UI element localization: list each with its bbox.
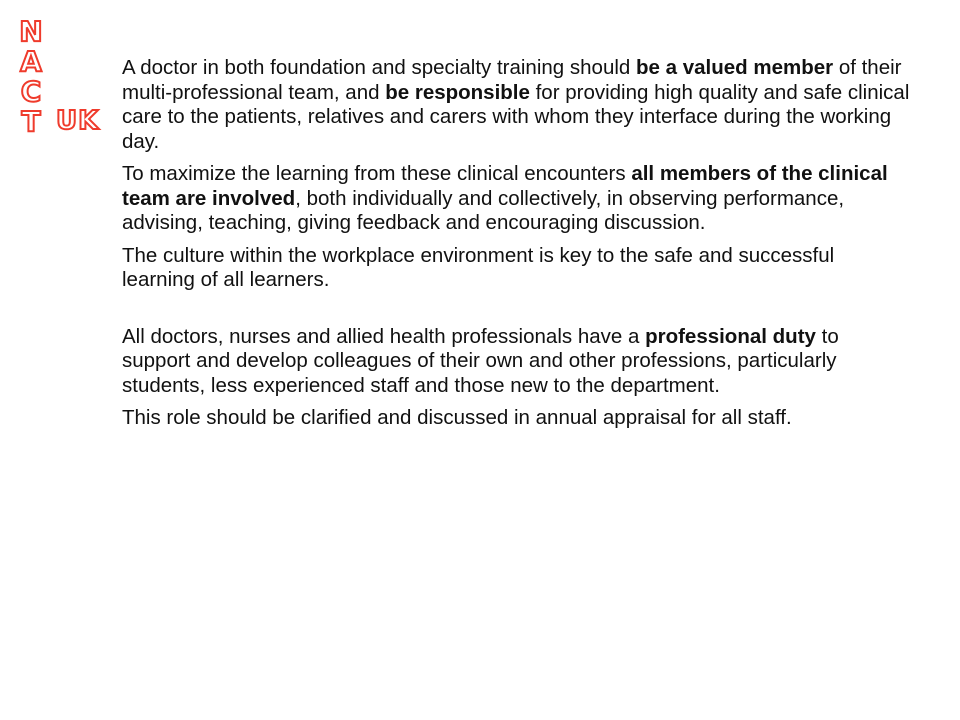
paragraph-text: The culture within the workplace environment is key to the safe and successful learning of all learners. xyxy=(122,243,835,291)
paragraph-valued-member xyxy=(122,56,912,154)
paragraph-text: All doctors, nurses and allied health professionals have a xyxy=(122,324,646,348)
logo-letter-t: T xyxy=(21,105,41,138)
paragraph-professional-duty xyxy=(122,325,912,399)
paragraph-text: To maximize the learning from these clinical encounters xyxy=(122,162,632,185)
paragraph-bold-text: be responsible xyxy=(385,80,530,104)
paragraph-text: for providing high quality and safe clinical care to the patients, relatives and carers with whom they interface during the working day. xyxy=(122,80,910,153)
nact-uk-logo xyxy=(0,0,110,150)
logo-letter-a: A xyxy=(20,45,42,78)
paragraph-text: , both individually and collectively, in observing performance, advising, teaching, giving feedback and encouraging discussion. xyxy=(122,186,845,234)
paragraph-bold-text: all members of the clinical team are involved xyxy=(122,162,888,210)
paragraph-bold-text: be a valued member xyxy=(636,56,834,79)
logo-letter-c: C xyxy=(20,75,42,108)
logo-letter-n: N xyxy=(19,15,43,48)
paragraph-bold-text: professional duty xyxy=(645,324,816,348)
paragraph-text: to support and develop colleagues of their own and other professions, particularly students, less experienced staff and those new to the department. xyxy=(122,324,839,397)
logo-uk-text: UK xyxy=(56,106,100,136)
paragraph-text: This role should be clarified and discussed in annual appraisal for all staff. xyxy=(122,406,792,429)
paragraph-text: of their multi-professional team, and xyxy=(122,56,902,104)
paragraph-annual-appraisal xyxy=(122,406,912,431)
paragraph-workplace-culture xyxy=(122,244,912,293)
paragraph-team-involvement xyxy=(122,162,912,236)
slide-body xyxy=(122,56,912,439)
paragraph-text: A doctor in both foundation and specialty training should xyxy=(122,56,636,79)
